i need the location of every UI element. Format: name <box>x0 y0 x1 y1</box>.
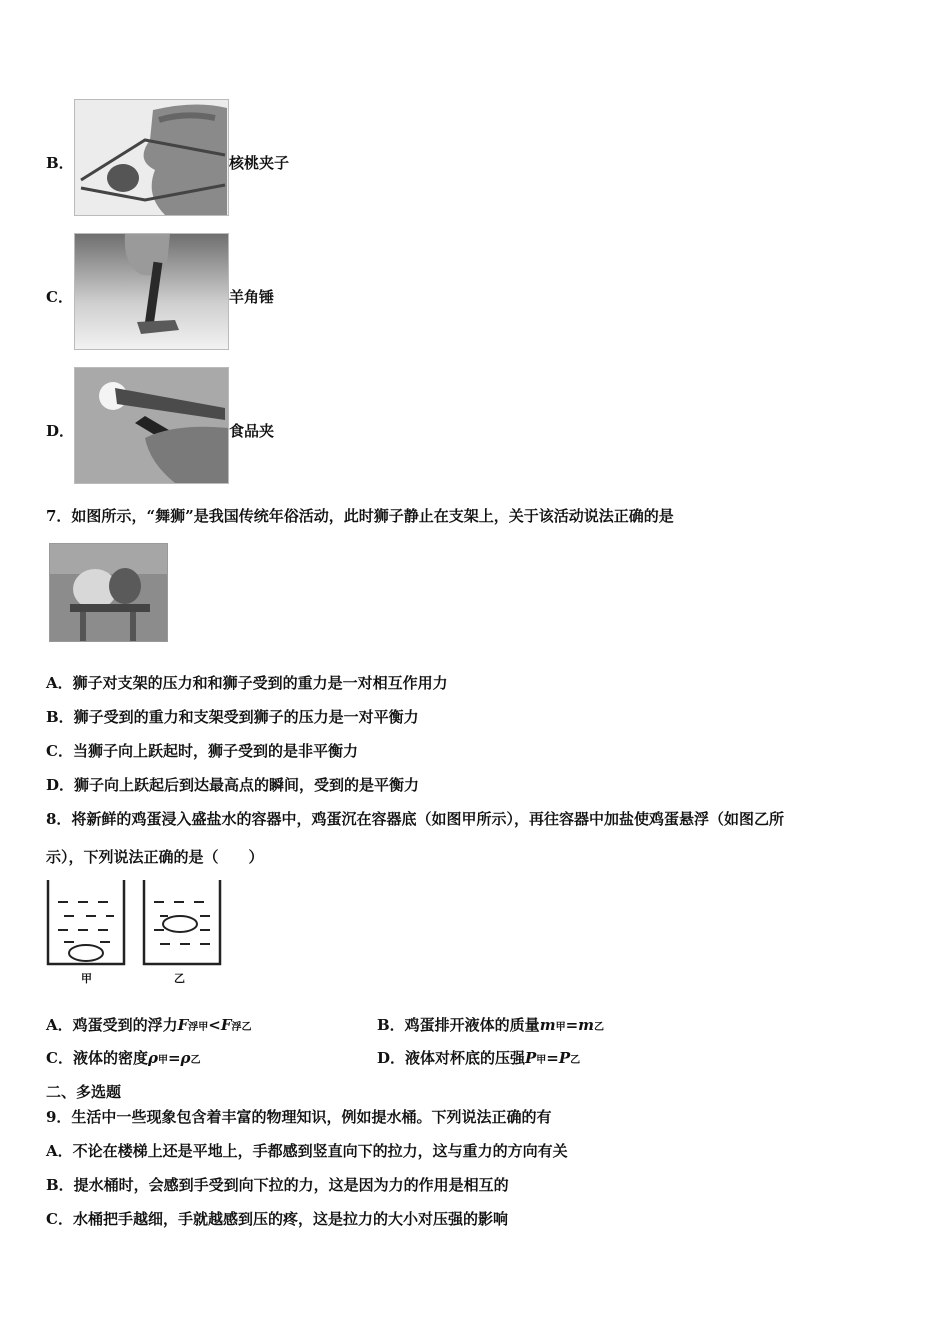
q8-option-a-sub1: 浮甲 <box>188 1022 209 1033</box>
q7-option-d: D．狮子向上跃起后到达最高点的瞬间，受到的是平衡力 <box>46 776 420 794</box>
q7-option-a: A．狮子对支架的压力和和狮子受到的重力是一对相互作用力 <box>46 674 448 692</box>
q8-stem-line2: 示），下列说法正确的是（ ） <box>46 848 264 866</box>
q8-option-c-sub2: 乙 <box>190 1055 201 1066</box>
claw-hammer-image <box>74 233 229 350</box>
q6-option-b-letter: B． <box>46 154 74 172</box>
q8-option-c-op: = <box>167 1049 181 1067</box>
q6-option-d-letter: D． <box>46 422 75 440</box>
q8-option-d <box>377 1047 580 1068</box>
q8-option-a <box>46 1014 252 1035</box>
q8-option-d-var1: P <box>525 1049 537 1067</box>
q8-stem-line1: 8．将新鲜的鸡蛋浸入盛盐水的容器中，鸡蛋沉在容器底（如图甲所示），再往容器中加盐使鸡蛋悬浮（如图乙所 <box>46 810 784 828</box>
q9-option-b: B．提水桶时，会感到手受到向下拉的力，这是因为力的作用是相互的 <box>46 1176 509 1194</box>
egg-containers-figure <box>44 878 224 986</box>
nutcracker-image <box>74 99 229 216</box>
q8-option-d-text: D．液体对杯底的压强 <box>377 1049 526 1067</box>
q8-option-b-sub1: 甲 <box>555 1022 566 1033</box>
figure-label-jia: 甲 <box>81 972 92 985</box>
q8-option-a-var1: F <box>177 1016 189 1034</box>
q8-option-b-sub2: 乙 <box>594 1022 605 1033</box>
q6-option-d-caption: 食品夹 <box>229 422 275 440</box>
q6-option-c-caption: 羊角锤 <box>229 288 275 306</box>
q8-option-b-op: = <box>565 1016 579 1034</box>
q8-option-c-var1: ρ <box>147 1049 158 1067</box>
q7-option-c: C．当狮子向上跃起时，狮子受到的是非平衡力 <box>46 742 358 760</box>
q8-option-b <box>377 1014 604 1035</box>
lion-dance-image <box>49 543 168 642</box>
q8-option-a-text: A．鸡蛋受到的浮力 <box>46 1016 178 1034</box>
q9-option-c: C．水桶把手越细，手就越感到压的疼，这是拉力的大小对压强的影响 <box>46 1210 508 1228</box>
figure-label-yi: 乙 <box>174 972 185 985</box>
q8-option-b-var2: m <box>578 1016 595 1034</box>
q9-stem: 9．生活中一些现象包含着丰富的物理知识，例如提水桶。下列说法正确的有 <box>46 1108 552 1126</box>
q8-option-b-text: B．鸡蛋排开液体的质量 <box>377 1016 540 1034</box>
q8-option-a-op: < <box>208 1016 221 1034</box>
q9-option-a: A．不论在楼梯上还是平地上，手都感到竖直向下的拉力，这与重力的方向有关 <box>46 1142 568 1160</box>
q8-option-d-sub2: 乙 <box>570 1055 581 1066</box>
q8-option-c <box>46 1047 201 1068</box>
q8-option-c-var2: ρ <box>180 1049 191 1067</box>
section-title-multiple-choice: 二、多选题 <box>46 1083 122 1101</box>
food-tongs-image <box>74 367 229 484</box>
q8-option-c-text: C．液体的密度 <box>46 1049 148 1067</box>
q7-stem: 7．如图所示，“舞狮”是我国传统年俗活动，此时狮子静止在支架上，关于该活动说法正确的是 <box>46 507 674 525</box>
q7-option-b: B．狮子受到的重力和支架受到狮子的压力是一对平衡力 <box>46 708 419 726</box>
q8-option-c-sub1: 甲 <box>157 1055 168 1066</box>
q8-option-b-var1: m <box>539 1016 556 1034</box>
q8-option-a-var2: F <box>220 1016 232 1034</box>
q6-option-b-caption: 核桃夹子 <box>229 154 290 172</box>
q8-option-a-sub2: 浮乙 <box>231 1022 252 1033</box>
q8-option-d-var2: P <box>558 1049 571 1067</box>
q6-option-c-letter: C． <box>46 288 73 306</box>
q8-option-d-op: = <box>546 1049 559 1067</box>
q8-option-d-sub1: 甲 <box>536 1055 547 1066</box>
